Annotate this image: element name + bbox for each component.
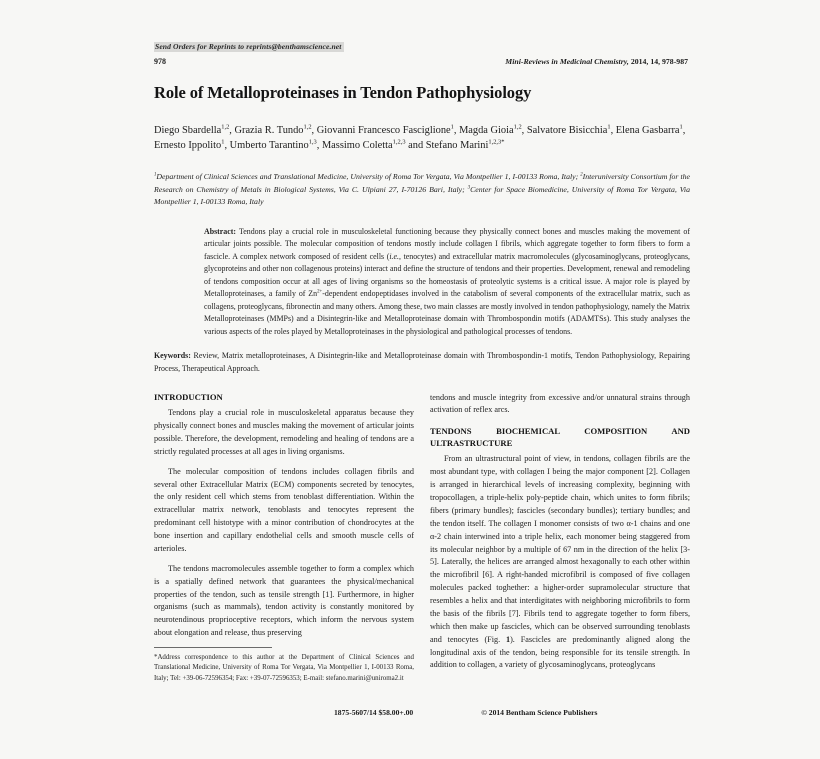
issn-price: 1875-5607/14 $58.00+.00 — [334, 708, 414, 717]
running-head — [154, 57, 690, 66]
abstract-italic-ie: i.e. — [389, 251, 399, 261]
author-name: Umberto Tarantino — [229, 140, 309, 152]
body-columns — [154, 392, 690, 685]
journal-volume-pages: 2014, 14, 978-987 — [628, 57, 688, 66]
journal-name: Mini-Reviews in Medicinal Chemistry, — [505, 57, 629, 66]
author-affiliation-marker: 1 — [607, 123, 611, 131]
paragraph-text: From an ultrastructural point of view, in tendons, collagen fibrils are the most abundant type, with collagen I being the major component [2]. Collagen is arranged in hierarchical levels of increasing complexity, beginning with tropocollagen, a triple-helix poly-peptide chain, which unites to form fibrils; fibers (primary bundles); fascicles (secondary bundles); tertiary bundles; and the tendon itself. The collagen I monomer consists of two — [430, 454, 690, 528]
affiliation-marker: 3 — [467, 185, 471, 191]
journal-citation — [505, 57, 688, 66]
alpha-1-chain: α-1 — [626, 518, 638, 528]
author-name: Magda Gioia — [459, 124, 514, 136]
author-name: Diego Sbardella — [154, 124, 222, 136]
section-heading-tendons-biochemical-composition: TENDONS BIOCHEMICAL COMPOSITION AND ULTRASTRUCTURE — [430, 426, 690, 448]
page-content — [154, 36, 690, 684]
page-title: Role of Metalloproteinases in Tendon Pathophysiology — [154, 83, 532, 102]
author-name: Ernesto Ippolito — [154, 140, 222, 152]
author-name: Stefano Marini — [425, 140, 489, 152]
paragraph: The molecular composition of tendons includes collagen fibrils and several other Extracellular Matrix (ECM) components secreted by tenocytes, the only resident cell which stems from tenoblast differentiation. Within the extracellular matrix network, tenoblasts and tenocytes represent the predominant cell histotype with a minor contribution of chondrocytes at the bone insertion and capillary endothelial cells and smooth muscle cells of arterioles. — [154, 466, 414, 553]
paragraph — [430, 453, 690, 672]
zinc-charge-superscript: 2+ — [317, 289, 323, 295]
keywords — [154, 350, 690, 375]
author-affiliation-marker: 1,2 — [303, 123, 312, 131]
reprint-notice: Send Orders for Reprints to reprints@benthamscience.net — [155, 42, 342, 51]
author-name: Massimo Coletta — [321, 140, 393, 152]
page-number: 978 — [154, 57, 166, 66]
author-name: Salvatore Bisicchia — [526, 124, 608, 136]
left-column — [154, 392, 414, 685]
abstract-label: Abstract: — [204, 226, 236, 236]
author-affiliation-marker: 1,2,3 — [392, 138, 406, 146]
author-affiliation-marker: 1,2,3* — [488, 138, 505, 146]
paragraph: tendons and muscle integrity from excessive and/or unnatural strains through activation of reflex arcs. — [430, 392, 690, 415]
author-name: Grazia R. Tundo — [234, 124, 304, 136]
keywords-label: Keywords: — [154, 351, 191, 361]
affiliation-marker: 1 — [154, 172, 157, 178]
reprint-notice-row — [154, 36, 690, 54]
copyright-notice: © 2014 Bentham Science Publishers — [481, 708, 598, 717]
page-footer — [154, 708, 690, 717]
abstract — [204, 226, 690, 338]
paragraph-text: ). Fascicles are predominantly aligned along the longitudinal axis of the tendon, being responsible for its tensile strength. In addition to collagen, a variety of glycosaminoglycans, proteoglycans — [430, 634, 690, 670]
author-affiliation-marker: 1,2 — [513, 123, 522, 131]
right-column — [430, 392, 690, 685]
author-name: Elena Gasbarra — [615, 124, 680, 136]
affiliation-text: Center for Space Biomedicine, University of Roma Tor Vergata, Via Montpellier 1, I-00133 Roma, Italy — [154, 184, 690, 207]
alpha-2-chain: α-2 — [430, 531, 442, 541]
author-affiliation-marker: 1 — [450, 123, 454, 131]
abstract-text: , tenocytes) and extracellular matrix macromolecules (glycosaminoglycans, proteoglycans, glycoproteins and other non collagenous proteins) interact and define the structure of tendons and their properties. Development, renewal and remodeling of tendons composition occur at all ages of living organisms so the homeostasis of proteolytic systems is a critical issue. A major role is played by Metalloproteinases, a family of Zn — [204, 251, 690, 299]
author-affiliation-marker: 1,3 — [308, 138, 317, 146]
author-conjunction: and — [408, 140, 426, 152]
author-affiliation-marker: 1 — [221, 138, 225, 146]
affiliation-text: Department of Clinical Sciences and Translational Medicine, University of Roma Tor Vergata, Via Montpellier 1, I-00133 Roma, Italy; — [156, 172, 581, 182]
affiliations — [154, 171, 690, 209]
author-affiliation-marker: 1 — [679, 123, 683, 131]
affiliation-marker: 2 — [580, 172, 583, 178]
footnote-divider — [154, 647, 272, 648]
abstract-text: Tendons play a crucial role in musculoskeletal functioning because they physically connect bones and muscles making the movement of articular joints possible. The molecular composition of tendons mostly include collagen I fibrils, which aggregate together to form fibers to form a fascicle. A complex network composed of resident cells ( — [204, 226, 690, 261]
affiliation-text: Interuniversity Consortium for the Research on Chemistry of Metals in Biological Systems, Via C. Ulpiani 27, I-70126 Bari, Italy; — [154, 172, 690, 194]
paragraph: Tendons play a crucial role in musculoskeletal apparatus because they physically connect bones and muscles making the movement of articular joints possible. Therefore, the development, remodeling and healing of tendons are a strictly regulated processes at all ages in living organisms. — [154, 408, 414, 456]
keywords-text: Review, Matrix metalloproteinases, A Disintegrin-like and Metalloproteinase domain with Thrombospondin-1 motifs, Tendon Pathophysiology, Repairing Process, Therapeutical Approach. — [154, 351, 690, 373]
author-list: Diego Sbardella$^{1,2}$, Grazia R. Tundo$^{1,2}$, Giovanni Francesco Fasciglione$^1$, Magda Gioia$^{1,2}$, Salvatore Bisicchia$^1$, Elena Gasbarra$^1$, Ernesto Ippolito$^1$, Umberto Tarantino$^{1,3}$, Massimo Coletta$^{1,2,3}$ and Stefano Marini$^{1,2,3*}$ — [154, 123, 686, 152]
abstract-text: -dependent endopeptidases involved in the catabolism of several components of the extracellular matrix, such as collagens, proteoglycans, fibronectin and many others. Among these, two main classes are mostly involved in tendon pathophysiology, namely the Matrix Metalloproteinases (MMPs) and a Disintegrin-like and Metalloproteinase domain with Thrombospondin motifs (ADAMTSs). This study analyses the various aspects of the roles played by Metalloproteinases in the physiological and pathological processes of tendons. — [204, 289, 690, 336]
section-heading-introduction: INTRODUCTION — [154, 391, 223, 402]
paragraph-text: chain interwined into a triple helix, each monomer being staggered from its molecular neighbor by a multiple of 67 nm in the direction of the helix [3-5]. Laterally, the helices are arranged almost hexagonally to each other within the microfibril [6]. A right-handed microfibril is composed of five collagen molecules packed toghether: a higher-order supramolecular structure that resembles a helix and that interdigitates with neighboring microfibrils to form the basis of the fibrils [7]. Fibrils tend to aggregate together to form fibers, which then make up fascicles, which can be observed surrounding tenoblasts and tenocytes (Fig. — [430, 531, 690, 644]
correspondence-footnote: *Address correspondence to this author at the Department of Clinical Sciences and Translational Medicine, University of Roma Tor Vergata, Via Montpellier 1, I-00133 Roma, Italy; Tel: +39-06-72596354; Fax: +39-07-72596353; E-mail: stefano.marini@uniroma2.it — [154, 654, 414, 682]
paragraph: The tendons macromolecules assemble together to form a complex which is a spatially defined network that guarantees the physical/mechanical properties of the tendon, such as tensile strength [1]. Furthermore, in higher organisms (such as mammals), tendon activity is constantly monitored by neurotendinous proprioceptive receptors, which inform the nervous system about elongation and release, thus preserving — [154, 563, 414, 638]
figure-reference-number: 1 — [505, 634, 511, 644]
author-affiliation-marker: 1,2 — [221, 123, 230, 131]
paragraph-text: chains and one — [637, 518, 691, 528]
author-name: Giovanni Francesco Fasciglione — [316, 124, 451, 136]
